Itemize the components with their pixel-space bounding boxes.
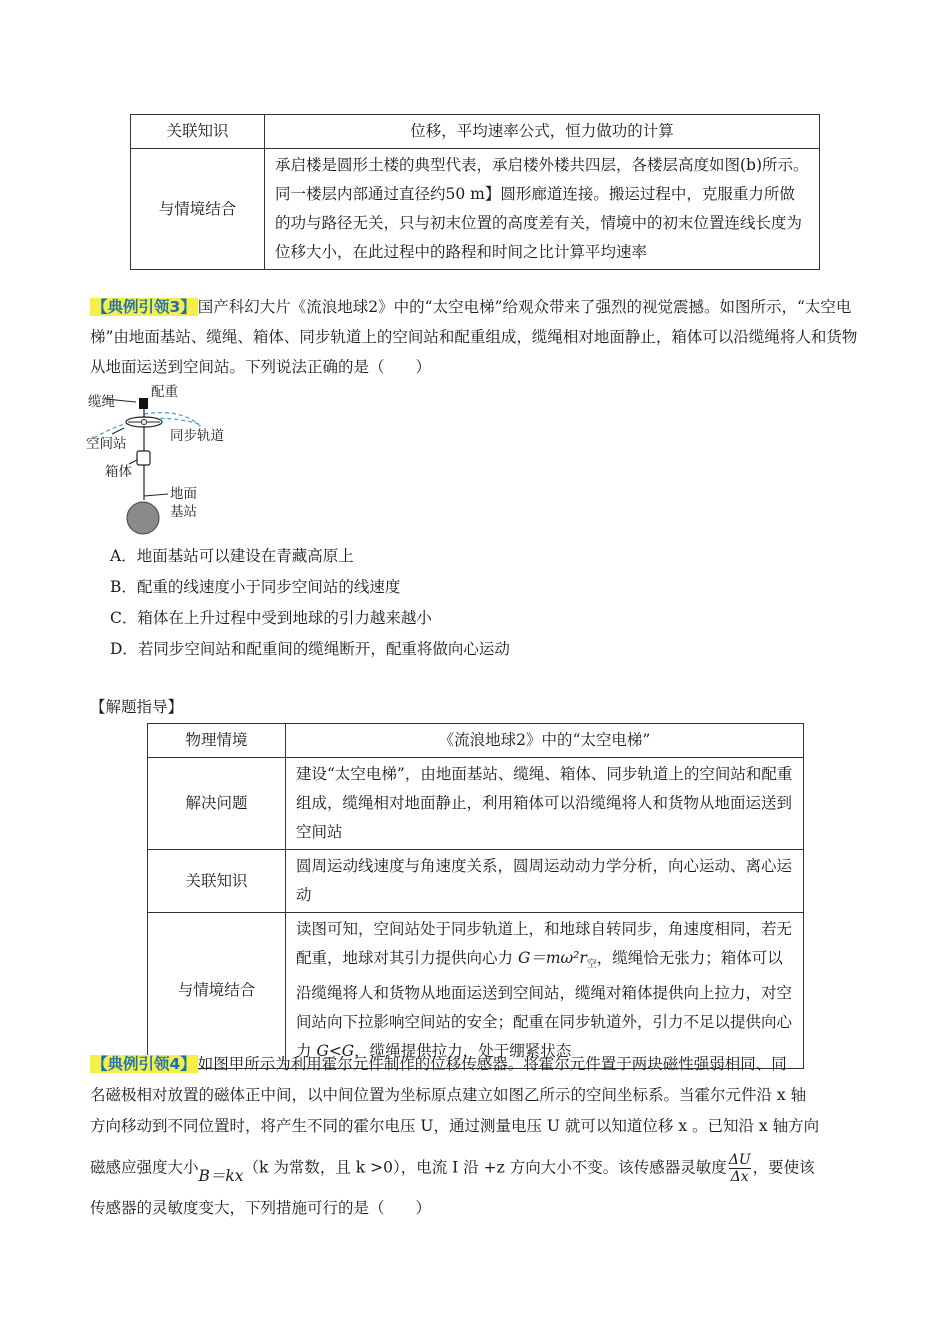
figure-label-base: 基站 bbox=[170, 504, 197, 520]
example3-paragraph bbox=[90, 292, 862, 382]
figure-label-station: 空间站 bbox=[86, 436, 127, 452]
guide-label-related: 关联知识 bbox=[148, 850, 286, 913]
magnetic-formula: B＝kx bbox=[198, 1166, 244, 1185]
option-b: B．配重的线速度小于同步空间站的线速度 bbox=[110, 578, 401, 596]
option-c: C．箱体在上升过程中受到地球的引力越来越小 bbox=[110, 609, 432, 627]
sensitivity-fraction bbox=[729, 1152, 751, 1185]
example4-text-1: 如图甲所示为利用霍尔元件制作的位移传感器。将霍尔元件置于两块磁性强弱相同、同 bbox=[197, 1055, 787, 1073]
example4-tag: 【典例引领4】 bbox=[92, 1055, 196, 1073]
guide-heading: 【解题指导】 bbox=[90, 698, 184, 716]
centripetal-formula: G＝mω²r bbox=[517, 949, 587, 967]
table1-label-context: 与情境结合 bbox=[131, 149, 265, 270]
guide-related-content: 圆周运动线速度与角速度关系，圆周运动动力学分析，向心运动、离心运动 bbox=[286, 850, 804, 913]
table1-label-related: 关联知识 bbox=[131, 115, 265, 149]
cabin-box bbox=[137, 451, 150, 465]
fraction-numerator: ΔU bbox=[728, 1152, 751, 1168]
guide-combination-text-1: 读图可知，空间站处于同步轨道上，和地球自转同步，角速度相同，若无配重，地球对其引力提供向心力 bbox=[296, 920, 793, 967]
figure-label-cabin: 箱体 bbox=[105, 464, 132, 480]
option-a: A．地面基站可以建设在青藏高原上 bbox=[110, 547, 354, 565]
guide-label-combination: 与情境结合 bbox=[148, 913, 286, 1069]
example4-line4 bbox=[90, 1152, 870, 1185]
guide-combination-text-3: ，缆绳提供拉力，处于绷紧状态 bbox=[354, 1042, 572, 1061]
formula-subscript: 空 bbox=[586, 959, 597, 971]
table1-context-content: 承启楼是圆形土楼的典型代表，承启楼外楼共四层，各楼层高度如图(b)所示。同一楼层内部通过直径约50 m】圆形廊道连接。搬运过程中，克服重力所做的功与路径无关，只与初末位置的高度差有关，情境中的初末位置连线长度为位移大小，在此过程中的路程和时间之比计算平均速率 bbox=[265, 149, 820, 270]
example4-line5: 传感器的灵敏度变大，下列措施可行的是（ ） bbox=[90, 1199, 432, 1217]
example3-text: 国产科幻大片《流浪地球2》中的“太空电梯”给观众带来了强烈的视觉震撼。如图所示，“太空电梯”由地面基站、缆绳、箱体、同步轨道上的空间站和配重组成，缆绳相对地面静止，箱体可以沿缆绳将人和货物从地面运送到空间站。下列说法正确的是（ ） bbox=[90, 298, 858, 376]
guide-table bbox=[147, 723, 804, 1069]
option-d: D．若同步空间站和配重间的缆绳断开，配重将做向心运动 bbox=[110, 640, 510, 658]
table1-related-content: 位移，平均速率公式，恒力做功的计算 bbox=[265, 115, 820, 149]
knowledge-table bbox=[130, 114, 820, 270]
example4-line3: 方向移动到不同位置时，将产生不同的霍尔电压 U，通过测量电压 U 就可以知道位移 x 。已知沿 x 轴方向 bbox=[90, 1117, 820, 1135]
example4-line1 bbox=[90, 1049, 870, 1079]
example4-line2: 名磁极相对放置的磁体正中间，以中间位置为坐标原点建立如图乙所示的空间坐标系。当霍尔元件沿 x 轴 bbox=[90, 1086, 807, 1104]
example3-tag: 【典例引领3】 bbox=[92, 298, 196, 316]
fraction-denominator: Δx bbox=[730, 1169, 749, 1185]
figure-label-ground: 地面 bbox=[170, 486, 197, 502]
example4-text-4a: 磁感应强度大小 bbox=[90, 1158, 199, 1177]
guide-label-problem: 解决问题 bbox=[148, 758, 286, 850]
example4-text-4b: （k 为常数，且 k >0），电流 I 沿 +z 方向大小不变。该传感器灵敏度 bbox=[243, 1158, 727, 1177]
figure-label-cable: 缆绳 bbox=[88, 394, 115, 410]
guide-combination-text-2: ，缆绳恰无张力；箱体可以沿缆绳将人和货物从地面运送到空间站，缆绳对箱体提供向上拉力，对空间站向下拉影响空间站的安全；配重在同步轨道外，引力不足以提供向心力 bbox=[296, 949, 793, 1061]
figure-label-orbit: 同步轨道 bbox=[170, 428, 224, 444]
guide-context-content: 《流浪地球2》中的“太空电梯” bbox=[286, 724, 804, 758]
figure-label-counterweight: 配重 bbox=[151, 384, 178, 400]
guide-label-context: 物理情境 bbox=[148, 724, 286, 758]
earth-circle bbox=[127, 502, 159, 534]
example4-text-4c: ，要使该 bbox=[752, 1158, 815, 1177]
counterweight-block bbox=[139, 398, 148, 409]
guide-combination-content bbox=[286, 913, 804, 1069]
guide-problem-content: 建设“太空电梯”，由地面基站、缆绳、箱体、同步轨道上的空间站和配重组成，缆绳相对地面静止，利用箱体可以沿缆绳将人和货物从地面运送到空间站 bbox=[286, 758, 804, 850]
gravity-inequality: G<G bbox=[316, 1042, 355, 1061]
